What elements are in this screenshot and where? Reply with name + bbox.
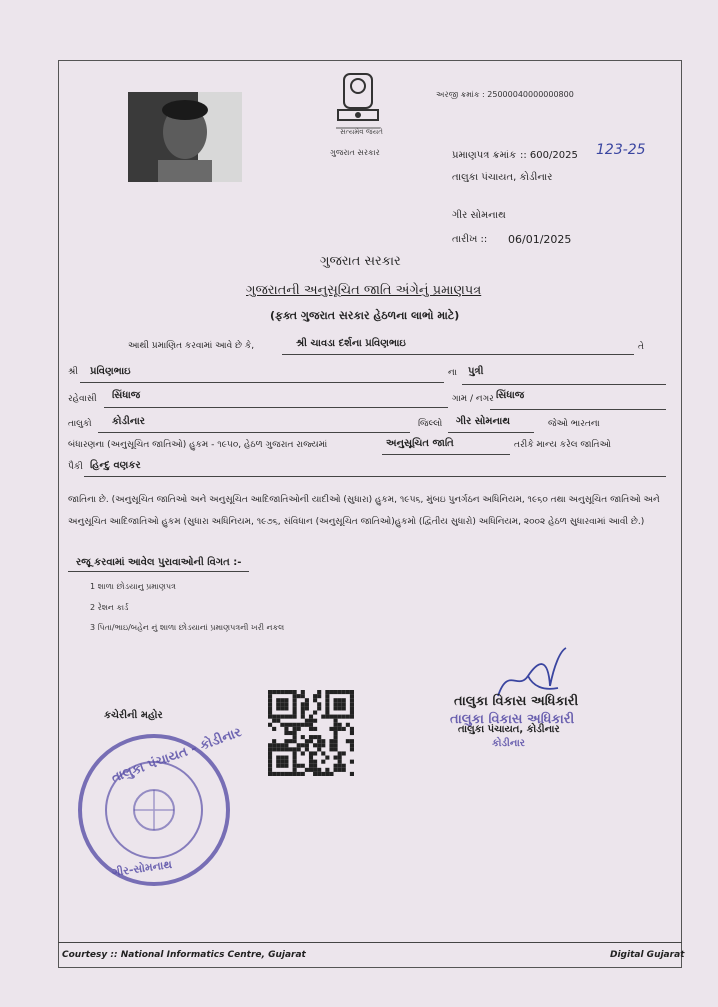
signatory-title: તાલુકા વિકાસ અધિકારી: [454, 694, 579, 709]
category-value: અનુસૂચિત જાતિ: [386, 438, 454, 449]
date-value: 06/01/2025: [508, 233, 572, 246]
certificate-subtitle: (ફક્ત ગુજરાત સરકાર હેઠળના લાભો માટે): [270, 309, 460, 322]
seal-stamp-text: તાલુકા પંચાયત - કોડીનાર: [109, 724, 244, 787]
application-number: અરજી ક્રમાંક : 25000040000000800: [436, 90, 574, 99]
signatory-stamp-title: તાલુકા વિકાસ અધિકારી: [450, 712, 575, 727]
certificate-number: :: 600/2025: [520, 150, 578, 161]
relation: પુત્રી: [468, 366, 484, 377]
category-line: [382, 454, 510, 455]
district-line: ગીર સોમનાથ: [452, 210, 506, 221]
district-label: જિલ્લો: [418, 419, 443, 429]
resident-value: સિંધાજ: [112, 390, 141, 401]
order-tail: તરીકે માન્ય કરેલ જાતિઓ: [514, 440, 611, 450]
intro-text: આથી પ્રમાણિત કરવામાં આવે છે કે,: [128, 341, 255, 351]
qr-code-icon: [268, 690, 354, 776]
order-text: બંધારણના (અનુસૂચિત જાતિઓ) હુકમ - ૧૯૫૦, હેઠળ ગુજરાત રાજ્યમાં: [68, 440, 328, 450]
father-name: પ્રવિણભાઇ: [90, 366, 131, 377]
father-line: [80, 382, 444, 383]
name-line: [282, 354, 634, 355]
date-label: તારીખ ::: [452, 234, 488, 245]
legal-paragraph: જાતિના છે. (અનુસૂચિત જાતિઓ અને અનુસૂચિત આદિજાતિઓની યાદીઓ (સુધારા) હુકમ, ૧૯૫૬, મુંબઇ પુનર્ગઠન અધિનિયમ, ૧૯૬૦ તથા અનુસૂચિત જાતિઓ અને અનુસૂચિત આદિજાતિઓ હુકમ (સુધારા અધિનિયમ, ૧૯૭૬, સંવિધાન (અનુસૂચિત જાતિઓ)હુકમો (દ્વિતીય સુધારો) અધિનિયમ, ૨૦૦૨ હેઠળ સુધારવામાં આવી છે.): [68, 495, 660, 527]
certificate-title: ગુજરાતની અનુસૂચિત જાતિ અંગેનું પ્રમાણપત્ર: [246, 283, 482, 298]
seal-stamp-bottom: ગીર-સોમનાથ: [111, 857, 173, 880]
handwritten-number: 123-25: [596, 142, 646, 158]
office-seal-label: કચેરીની મહોર: [104, 710, 163, 721]
footer-courtesy: Courtesy :: National Informatics Centre, Gujarat: [62, 950, 306, 960]
district-value: ગીર સોમનાથ: [456, 416, 511, 427]
government-title: ગુજરાત સરકાર: [320, 254, 401, 269]
after-district-text: જેઓ ભારતના: [548, 419, 600, 429]
signatory-office: તાલુકા પંચાયત, કોડીનાર: [458, 724, 560, 735]
applicant-name: શ્રી ચાવડા દર્શના પ્રવિણભાઇ: [296, 338, 406, 349]
district-line: [448, 432, 534, 433]
emblem-caption: ગુજરાત સરકાર: [330, 148, 380, 157]
resident-line: [104, 407, 448, 408]
footer-divider: [58, 942, 682, 943]
relation-line: [462, 384, 666, 385]
village-label: ગામ / નગર: [452, 394, 494, 404]
te-text: તે: [638, 342, 644, 352]
certificate-number-label: પ્રમાણપત્ર ક્રમાંક: [452, 150, 517, 161]
from-label: પૈકી: [68, 462, 83, 472]
evidence-heading: રજૂ કરવામાં આવેલ પુરાવાઓની વિગત :-: [68, 557, 249, 572]
issuer-line: તાલુકા પંચાયત, કોડીનાર: [452, 172, 553, 183]
caste-value: હિન્દુ વણકર: [90, 460, 141, 471]
evidence-item: 3 પિતા/ભાઇ/બહેન નું શાળા છોડયાનાં પ્રમાણપત્રની ખરી નકલ: [90, 623, 285, 632]
signatory-stamp-place: કોડીનાર: [492, 738, 525, 749]
village-value: સિંધાજ: [496, 390, 525, 401]
footer-brand: Digital Gujarat: [610, 950, 685, 960]
taluka-label: તાલુકો: [68, 419, 92, 429]
village-line: [490, 409, 666, 410]
emblem-motto: સત્યમેવ જયતે: [340, 128, 383, 136]
shri-label: શ્રી: [68, 367, 78, 377]
caste-line: [84, 476, 666, 477]
na-label: ના: [448, 368, 457, 378]
evidence-item: 2 રેશન કાર્ડ: [90, 603, 129, 612]
taluka-value: કોડીનાર: [112, 416, 145, 427]
applicant-photo: [128, 92, 242, 182]
taluka-line: [98, 432, 410, 433]
evidence-item: 1 શાળા છોડયાનુ પ્રમાણપત્ર: [90, 582, 176, 591]
resident-label: રહેવાસી: [68, 394, 97, 404]
